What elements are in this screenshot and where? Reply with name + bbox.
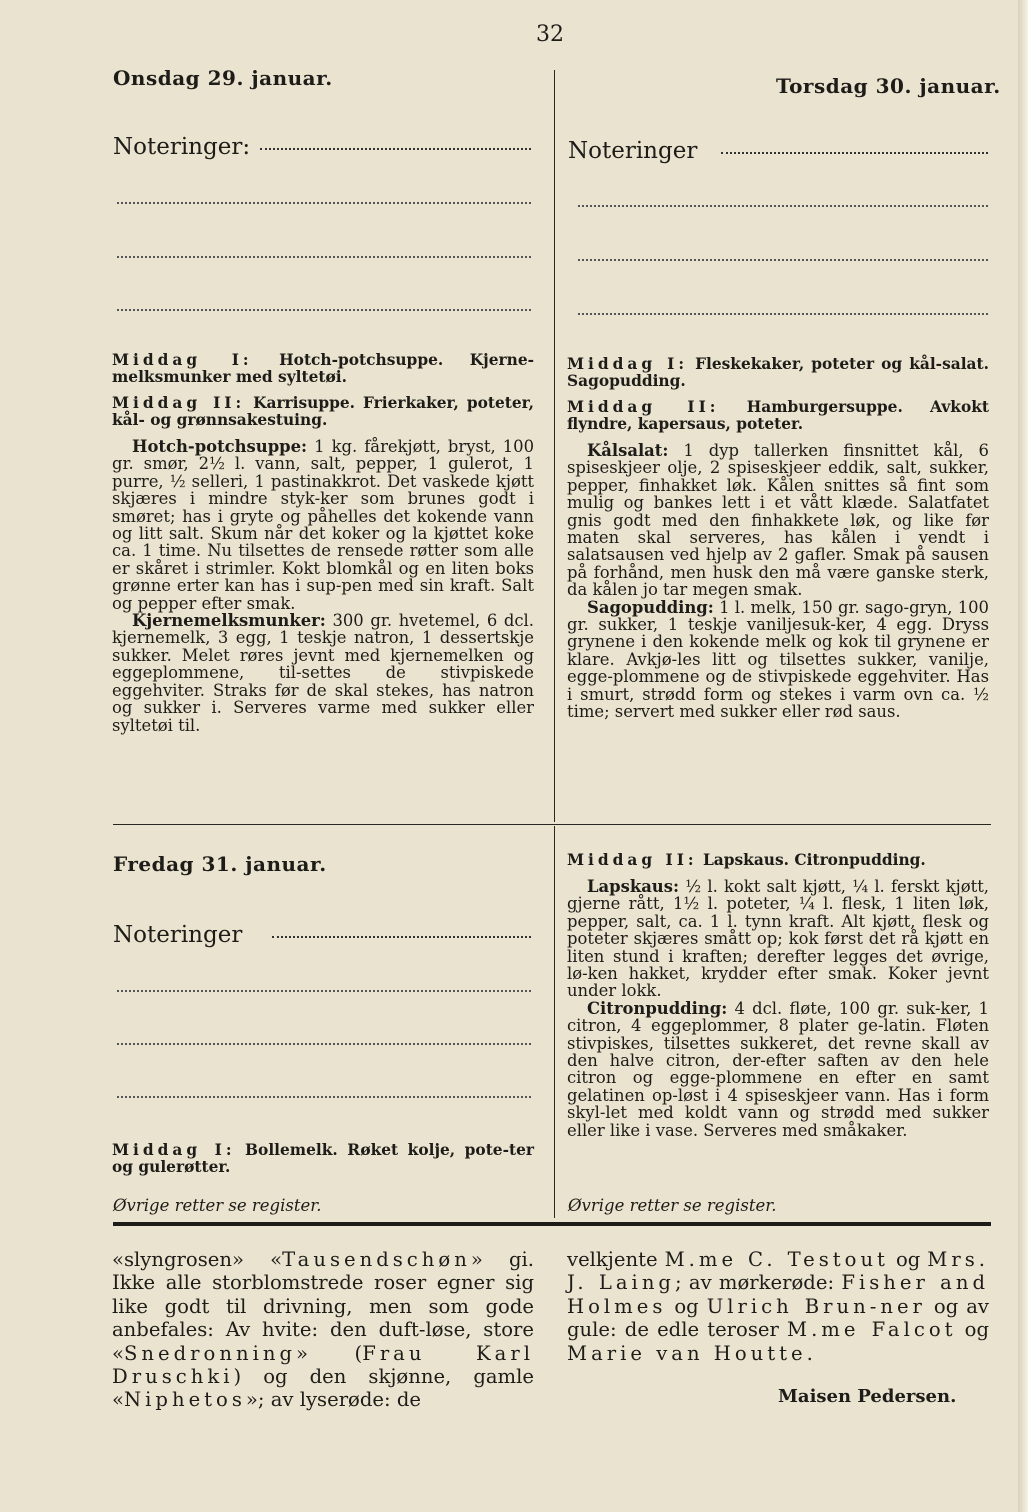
notes-line [578,259,988,261]
page-number: 32 [536,22,564,47]
notes-label: Noteringer [113,922,243,948]
notes-line [117,202,531,204]
column-divider [554,70,555,822]
wednesday-menu [112,352,534,734]
notes-line [117,1043,531,1045]
section-divider [113,824,991,825]
recipe-lapskaus: Lapskaus: ½ l. kokt salt kjøtt, ¼ l. ferskt kjøtt, gjerne rått, 1½ l. poteter, ¼ l. flesk, 1 liten løk, pepper, salt, ca. 1 l. tynn kraft. Alt kjøtt, flesk og poteter skjæres smått op; kok først det rå kjøtt en liten stund i kraften; derefter legges det øvrige, lø-ken hakket, krydder efter smak. Koker jevnt under lokk. [567,877,989,1001]
notes-line [117,990,531,992]
thick-rule [113,1222,991,1226]
recipe-citronpudding: Citronpudding: 4 dcl. fløte, 100 gr. suk-ker, 1 citron, 4 eggeplommer, 8 plater ge-latin. Fløten stivpiskes, tilsettes sukkeret, det revne skall av den halve citron, der-efter saften av den hele citron og egge-plommene en efter en samt gelatinen op-løst i 4 spiseskjeer vann. Has i form skyl-let med koldt vann og strødd med sukker eller like i vase. Serveres med småkaker. [567,998,989,1140]
notes-dots [721,151,988,154]
notes-dots [272,935,531,938]
article-right-column: velkjente M.me C. Testout og Mrs. J. Laing; av mørkerøde: Fisher and Holmes og Ulrich Brun-ner og av gule: de edle teroser M.me Falcot og Marie van Houtte. [567,1248,990,1365]
friday-right-menu [567,852,989,1139]
middag-1: Middag I: Hotch-potchsuppe. Kjerne-melksmunker med syltetøi. [112,351,534,386]
thursday-notes [568,138,988,164]
middag-1: Middag I: Fleskekaker, poteter og kål-salat. Sagopudding. [567,355,989,390]
article-left-column: «slyngrosen» «Tausendschøn» gi. Ikke alle storblomstrede roser egner sig like godt til drivning, men som gode anbefales: Av hvite: den duft-løse, store «Snedronning» (Frau Karl Druschki) og den skjønne, gamle «Niphetos»; av lyserøde: de [112,1248,534,1412]
friday-header: Fredag 31. januar. [113,852,327,876]
recipe-kjernemelksmunker: Kjernemelksmunker: 300 gr. hvetemel, 6 dcl. kjernemelk, 3 egg, 1 teskje natron, 1 dessertskje sukker. Melet røres jevnt med kjernemelken og eggeplommene, til-settes de stivpiskede eggehviter. Straks før de skal stekes, has natron og sukker i. Serveres varme med sukker eller syltetøi til. [112,611,534,735]
register-note: Øvrige retter se register. [113,1196,322,1215]
middag-2: Middag II: Hamburgersuppe. Avkokt flyndre, kapersaus, poteter. [567,398,990,433]
notes-line [117,256,531,258]
wednesday-header: Onsdag 29. januar. [113,66,333,90]
register-note: Øvrige retter se register. [568,1196,777,1215]
thursday-header: Torsdag 30. januar. [776,74,1001,98]
recipe-kalsalat: Kålsalat: 1 dyp tallerken finsnittet kål, 6 spiseskjeer olje, 2 spiseskjeer eddik, salt, sukker, pepper, finhakket løk. Kålen snittes så fint som mulig og bankes lett i et vått klæde. Salatfatet gnis godt med den finhakkete løk, og like før maten skal serveres, has kålen i vendt i salatsausen ved hjelp av 2 gafler. Smak på sausen på forhånd, men husk den må være ganske sterk, da kålen jo tar megen smak. [567,441,989,600]
middag-1: Middag I: Bollemelk. Røket kolje, pote-ter og gulerøtter. [112,1141,534,1176]
notes-label: Noteringer: [113,134,251,160]
recipe-hotchpotch: Hotch-potchsuppe: 1 kg. fårekjøtt, bryst, 100 gr. smør, 2½ l. vann, salt, pepper, 1 gulerot, 1 purre, ½ selleri, 1 pastinakkrot. Det vaskede kjøtt skjæres i mindre styk-ker som brunes godt i smøret; has i gryte og påhelles det kokende vann og litt salt. Skum når det koker og la kjøttet koke ca. 1 time. Nu tilsettes de rensede røtter som alle er skåret i strimler. Kokt blomkål og en liten boks grønne erter kan has i sup-pen med sin kraft. Salt og pepper efter smak. [112,437,535,613]
notes-label: Noteringer [568,138,698,164]
middag-2: Middag II: Karrisuppe. Frierkaker, poteter, kål- og grønnsakestuing. [112,394,535,429]
notes-dots [260,147,531,150]
recipe-sagopudding: Sagopudding: 1 l. melk, 150 gr. sago-gryn, 100 gr. sukker, 1 teskje vaniljesuk-ker, 4 egg. Dryss grynene i den kokende melk og kok til grynene er klare. Avkjø-les litt og tilsettes sukker, vanilje, egge-plommene og de stivpiskede eggehviter. Has i smurt, strødd form og stekes i varm ovn ca. ½ time; servert med sukker eller rød saus. [567,597,989,722]
wednesday-notes [113,134,531,160]
page-edge [1018,0,1028,1512]
thursday-menu [567,356,989,721]
friday-notes [113,922,531,948]
notes-line [578,205,988,207]
column-divider [554,826,555,1218]
author-signature: Maisen Pedersen. [778,1386,957,1407]
notes-line [578,313,988,315]
middag-2: Middag II: Lapskaus. Citronpudding. [567,851,926,869]
notes-line [117,1096,531,1098]
friday-menu [112,1142,534,1176]
notes-line [117,309,531,311]
